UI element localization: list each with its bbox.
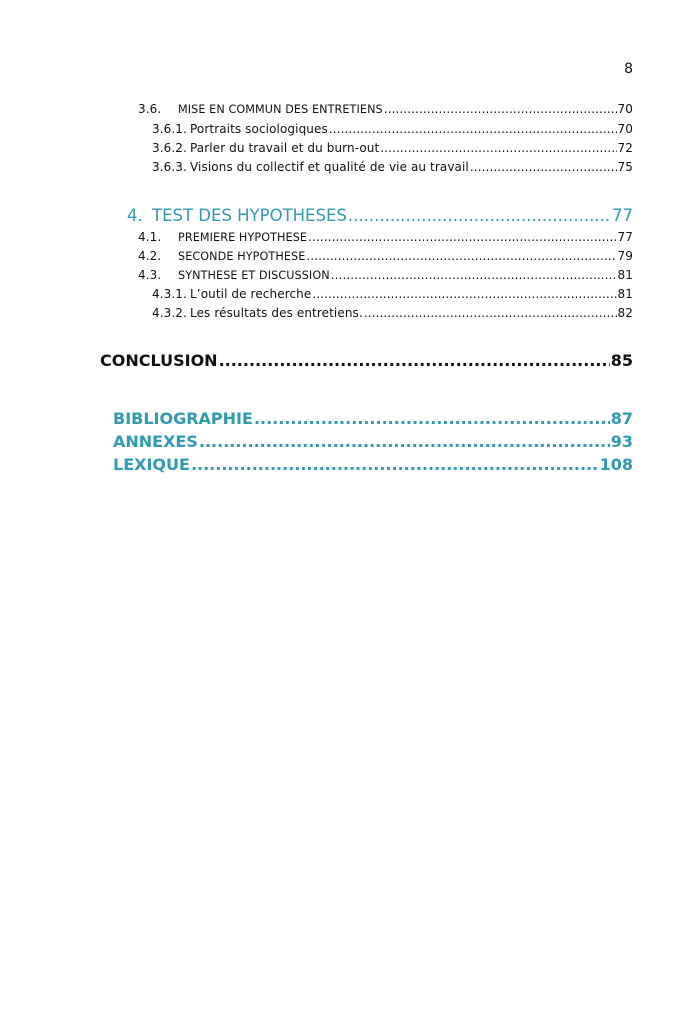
- toc-entry-number: 4.3.: [138, 268, 162, 282]
- dot-leader: [312, 286, 616, 302]
- toc-entry-label: Portraits sociologiques: [190, 122, 328, 136]
- toc-entry-number: 3.6.2.: [152, 141, 187, 155]
- toc-entry-page: 93: [610, 432, 633, 451]
- toc-entry-page: 87: [610, 409, 633, 428]
- dot-leader: [219, 351, 610, 371]
- toc-entry-label: ANNEXES: [113, 432, 198, 451]
- dot-leader: [308, 229, 616, 245]
- dot-leader: [384, 101, 617, 117]
- toc-entry-page: 81: [617, 287, 633, 301]
- toc-entry-4-3[interactable]: [138, 267, 633, 284]
- toc-annexes[interactable]: [113, 432, 633, 452]
- toc-entry-4-2[interactable]: [138, 248, 633, 265]
- toc-entry-page: 75: [617, 160, 633, 174]
- toc-entry-3-6-3[interactable]: [152, 159, 633, 175]
- toc-entry-label: TEST DES HYPOTHESES: [152, 206, 347, 225]
- toc-entry-number: 3.6.3.: [152, 160, 187, 174]
- toc-entry-page: 70: [617, 122, 633, 136]
- toc-bibliographie[interactable]: [113, 409, 633, 429]
- toc-entry-page: 108: [599, 455, 633, 474]
- toc-entry-label: BIBLIOGRAPHIE: [113, 409, 253, 428]
- toc-entry-label: SYNTHESE ET DISCUSSION: [178, 269, 330, 282]
- toc-entry-label: MISE EN COMMUN DES ENTRETIENS: [178, 103, 383, 116]
- toc-entry-3-6-2[interactable]: [152, 140, 633, 156]
- toc-entry-page: 77: [617, 230, 633, 244]
- dot-leader: [331, 267, 617, 283]
- toc-entry-number: 4.: [127, 206, 143, 225]
- toc-entry-label: Les résultats des entretiens.: [190, 306, 363, 320]
- dot-leader: [364, 305, 617, 321]
- toc-entry-label: Visions du collectif et qualité de vie au travail: [190, 160, 469, 174]
- dot-leader: [348, 206, 611, 226]
- toc-entry-number: 3.6.1.: [152, 122, 187, 136]
- toc-entry-4-3-1[interactable]: [152, 286, 633, 302]
- toc-entry-label: SECONDE HYPOTHESE: [178, 250, 306, 263]
- toc-entry-page: 77: [612, 206, 633, 225]
- toc-chapter-4[interactable]: [127, 206, 633, 226]
- toc-entry-label: LEXIQUE: [113, 455, 190, 474]
- toc-entry-label: PREMIERE HYPOTHESE: [178, 231, 308, 244]
- dot-leader: [380, 140, 616, 156]
- toc-entry-4-1[interactable]: [138, 229, 633, 246]
- toc-entry-page: 81: [617, 268, 633, 282]
- toc-entry-number: 4.2.: [138, 249, 162, 263]
- toc-entry-3-6-1[interactable]: [152, 121, 633, 137]
- toc-entry-page: 70: [617, 102, 633, 116]
- toc-entry-label: L’outil de recherche: [190, 287, 312, 301]
- toc-entry-page: 82: [617, 306, 633, 320]
- dot-leader: [254, 409, 610, 429]
- dot-leader: [191, 455, 599, 475]
- toc-entry-number: 4.3.1.: [152, 287, 187, 301]
- dot-leader: [329, 121, 617, 137]
- toc-conclusion[interactable]: [100, 351, 633, 371]
- toc-entry-number: 4.3.2.: [152, 306, 187, 320]
- toc-lexique[interactable]: [113, 455, 633, 475]
- toc-entry-4-3-2[interactable]: [152, 305, 633, 321]
- dot-leader: [199, 432, 610, 452]
- page-number: 8: [624, 61, 633, 77]
- dot-leader: [306, 248, 616, 264]
- toc-entry-label: Parler du travail et du burn-out: [190, 141, 380, 155]
- toc-entry-number: 3.6.: [138, 102, 162, 116]
- toc-entry-page: 85: [610, 351, 633, 370]
- toc-entry-page: 79: [617, 249, 633, 263]
- toc-entry-number: 4.1.: [138, 230, 162, 244]
- toc-entry-3-6[interactable]: [138, 101, 633, 118]
- dot-leader: [470, 159, 617, 175]
- toc-entry-page: 72: [617, 141, 633, 155]
- toc-entry-label: CONCLUSION: [100, 351, 218, 370]
